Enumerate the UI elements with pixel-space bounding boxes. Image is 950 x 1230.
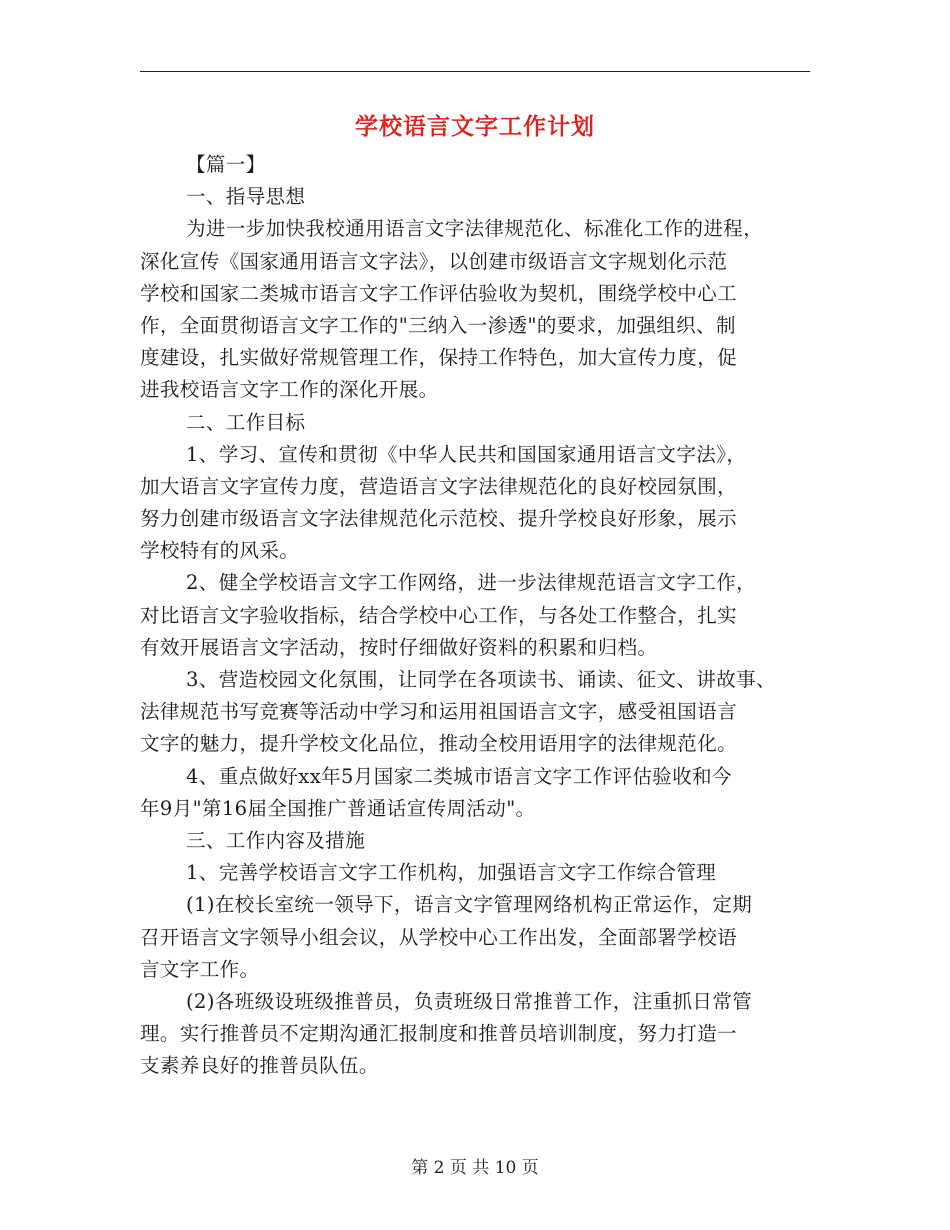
text-line: 深化宣传《国家通用语言文字法》，以创建市级语言文字规划化示范 — [140, 249, 728, 273]
text-line: 有效开展语言文字活动，按时仔细做好资料的积累和归档。 — [140, 635, 658, 659]
text-line: 二、工作目标 — [186, 410, 306, 434]
text-line: 学校特有的风采。 — [140, 539, 300, 563]
text-line: 学校和国家二类城市语言文字工作评估验收为契机，围绕学校中心工 — [140, 281, 738, 305]
text-line: 一、指导思想 — [186, 185, 306, 209]
text-line: 1、学习、宣传和贯彻《中华人民共和国国家通用语言文字法》， — [186, 442, 747, 466]
text-line: 召开语言文字领导小组会议，从学校中心工作出发，全面部署学校语 — [140, 925, 738, 949]
text-line: 2、健全学校语言文字工作网络，进一步法律规范语言文字工作， — [186, 571, 757, 595]
text-line: 进我校语言文字工作的深化开展。 — [140, 378, 439, 402]
text-line: 理。实行推普员不定期沟通汇报制度和推普员培训制度，努力打造一 — [140, 1022, 738, 1046]
text-line: 三、工作内容及措施 — [186, 828, 366, 852]
text-line: 言文字工作。 — [140, 957, 260, 981]
text-line: (2)各班级设班级推普员，负责班级日常推普工作，注重抓日常管 — [186, 989, 753, 1013]
text-line: 努力创建市级语言文字法律规范化示范校、提升学校良好形象，展示 — [140, 507, 738, 531]
document-body — [140, 149, 830, 1082]
text-line: 作，全面贯彻语言文字工作的"三纳入一渗透"的要求，加强组织、制 — [140, 313, 736, 337]
header-rule — [140, 71, 810, 72]
text-line: 年9月"第16届全国推广普通话宣传周活动"。 — [140, 796, 536, 820]
text-line: 1、完善学校语言文字工作机构，加强语言文字工作综合管理 — [186, 861, 717, 885]
text-line: 支素养良好的推普员队伍。 — [140, 1054, 379, 1078]
text-line: 文字的魅力，提升学校文化品位，推动全校用语用字的法律规范化。 — [140, 732, 738, 756]
text-line: 度建设，扎实做好常规管理工作，保持工作特色，加大宣传力度，促 — [140, 346, 738, 370]
text-line: 4、重点做好xx年5月国家二类城市语言文字工作评估验收和今 — [186, 764, 732, 788]
text-line: 3、营造校园文化氛围，让同学在各项读书、诵读、征文、讲故事、 — [186, 668, 776, 691]
page-number: 第 2 页 共 10 页 — [411, 1158, 539, 1178]
text-line: 为进一步加快我校通用语言文字法律规范化、标准化工作的进程， — [186, 217, 764, 241]
text-line: (1)在校长室统一领导下，语言文字管理网络机构正常运作，定期 — [186, 893, 753, 917]
text-line: 法律规范书写竞赛等活动中学习和运用祖国语言文字，感受祖国语言 — [140, 700, 738, 724]
text-line: 对比语言文字验收指标，结合学校中心工作，与各处工作整合，扎实 — [140, 603, 738, 627]
text-line: 【篇一】 — [186, 153, 266, 176]
text-line: 加大语言文字宣传力度，营造语言文字法律规范化的良好校园氛围， — [140, 474, 738, 498]
document-title: 学校语言文字工作计划 — [355, 113, 595, 140]
